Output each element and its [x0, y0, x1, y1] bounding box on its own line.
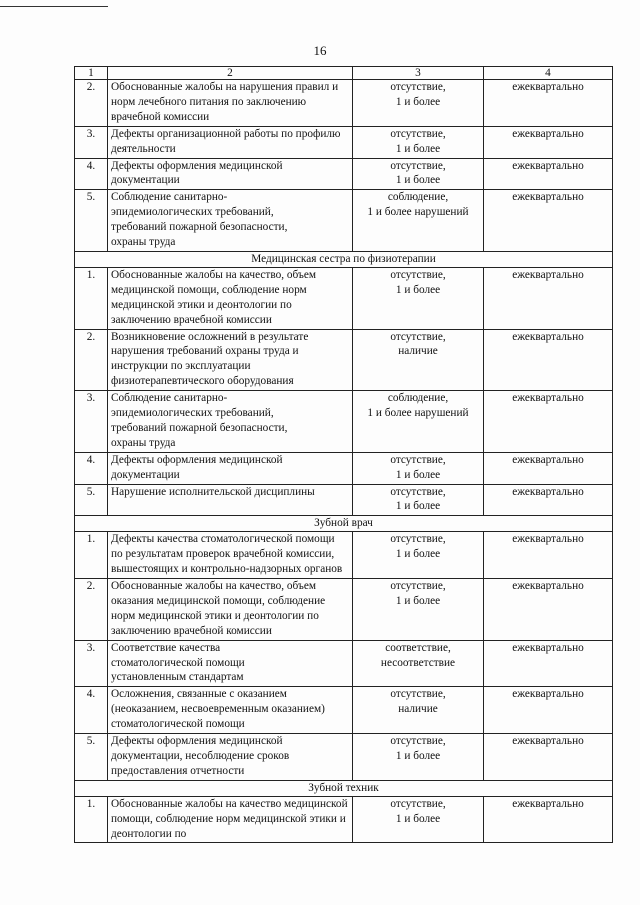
row-number: 2.	[75, 329, 108, 391]
criterion-value: отсутствие, 1 и более	[353, 267, 484, 329]
criterion-text: Дефекты оформления медицинской документации	[108, 158, 353, 190]
criterion-text: Соблюдение санитарно- эпидемиологических требований, требований пожарной безопасности, охраны труда	[108, 190, 353, 252]
table-row	[75, 329, 613, 391]
criterion-value: отсутствие, 1 и более	[353, 734, 484, 781]
assessment-period: ежеквартально	[484, 484, 613, 516]
row-number: 5.	[75, 484, 108, 516]
header-col-3: 3	[353, 67, 484, 80]
assessment-period: ежеквартально	[484, 640, 613, 687]
criterion-text: Дефекты качества стоматологической помощи по результатам проверок врачебной комиссии, вышестоящих и контрольно-надзорных органов	[108, 532, 353, 579]
criterion-value: соответствие, несоответствие	[353, 640, 484, 687]
table-row	[75, 579, 613, 641]
table-row	[75, 158, 613, 190]
criterion-value: отсутствие, 1 и более	[353, 532, 484, 579]
row-number: 1.	[75, 532, 108, 579]
criterion-text: Дефекты оформления медицинской документации	[108, 452, 353, 484]
row-number: 5.	[75, 190, 108, 252]
table-row	[75, 267, 613, 329]
criterion-value: отсутствие, наличие	[353, 687, 484, 734]
table-header-row	[75, 67, 613, 80]
row-number: 4.	[75, 452, 108, 484]
assessment-period: ежеквартально	[484, 126, 613, 158]
assessment-period: ежеквартально	[484, 329, 613, 391]
table-row	[75, 391, 613, 453]
assessment-period: ежеквартально	[484, 452, 613, 484]
assessment-period: ежеквартально	[484, 579, 613, 641]
section-heading-row	[75, 516, 613, 532]
criterion-value: соблюдение, 1 и более нарушений	[353, 391, 484, 453]
criterion-value: отсутствие, 1 и более	[353, 452, 484, 484]
criterion-value: отсутствие, наличие	[353, 329, 484, 391]
assessment-period: ежеквартально	[484, 190, 613, 252]
header-col-1: 1	[75, 67, 108, 80]
row-number: 3.	[75, 391, 108, 453]
criterion-text: Возникновение осложнений в результате нарушения требований охраны труда и инструкции по эксплуатации физиотерапевтического оборудования	[108, 329, 353, 391]
row-number: 4.	[75, 158, 108, 190]
row-number: 2.	[75, 579, 108, 641]
table-row	[75, 532, 613, 579]
table-row	[75, 734, 613, 781]
criterion-text: Соответствие качества стоматологической помощи установленным стандартам	[108, 640, 353, 687]
table-row	[75, 126, 613, 158]
criterion-value: отсутствие, 1 и более	[353, 158, 484, 190]
header-col-4: 4	[484, 67, 613, 80]
criterion-text: Соблюдение санитарно- эпидемиологических требований, требований пожарной безопасности, охраны труда	[108, 391, 353, 453]
criterion-text: Осложнения, связанные с оказанием (неоказанием, несвоевременным оказанием) стоматологической помощи	[108, 687, 353, 734]
assessment-period: ежеквартально	[484, 158, 613, 190]
section-heading: Медицинская сестра по физиотерапии	[75, 251, 613, 267]
header-col-2: 2	[108, 67, 353, 80]
assessment-period: ежеквартально	[484, 267, 613, 329]
table-row	[75, 796, 613, 843]
section-heading-row	[75, 780, 613, 796]
criterion-value: отсутствие, 1 и более	[353, 484, 484, 516]
assessment-period: ежеквартально	[484, 734, 613, 781]
row-number: 1.	[75, 267, 108, 329]
criterion-text: Обоснованные жалобы на качество медицинской помощи, соблюдение норм медицинской этики и деонтологии по	[108, 796, 353, 843]
assessment-period: ежеквартально	[484, 687, 613, 734]
row-number: 1.	[75, 796, 108, 843]
table-row	[75, 452, 613, 484]
criterion-text: Обоснованные жалобы на качество, объем оказания медицинской помощи, соблюдение норм медицинской этики и деонтологии по заключению врачебной комиссии	[108, 579, 353, 641]
criterion-text: Обоснованные жалобы на нарушения правил и норм лечебного питания по заключению врачебной комиссии	[108, 80, 353, 127]
row-number: 3.	[75, 640, 108, 687]
table-row	[75, 80, 613, 127]
assessment-period: ежеквартально	[484, 391, 613, 453]
table-row	[75, 687, 613, 734]
row-number: 5.	[75, 734, 108, 781]
criterion-value: отсутствие, 1 и более	[353, 80, 484, 127]
section-heading: Зубной врач	[75, 516, 613, 532]
criterion-value: отсутствие, 1 и более	[353, 579, 484, 641]
criterion-text: Нарушение исполнительской дисциплины	[108, 484, 353, 516]
assessment-period: ежеквартально	[484, 532, 613, 579]
row-number: 4.	[75, 687, 108, 734]
criterion-value: отсутствие, 1 и более	[353, 126, 484, 158]
section-heading-row	[75, 251, 613, 267]
table-body	[75, 67, 613, 843]
criterion-text: Дефекты оформления медицинской документации, несоблюдение сроков предоставления отчетности	[108, 734, 353, 781]
table-row	[75, 190, 613, 252]
table-row	[75, 640, 613, 687]
criteria-table	[74, 66, 613, 843]
criterion-text: Обоснованные жалобы на качество, объем медицинской помощи, соблюдение норм медицинской этики и деонтологии по заключению врачебной комиссии	[108, 267, 353, 329]
criterion-value: соблюдение, 1 и более нарушений	[353, 190, 484, 252]
criterion-text: Дефекты организационной работы по профилю деятельности	[108, 126, 353, 158]
page-number: 16	[313, 43, 327, 58]
section-heading: Зубной техник	[75, 780, 613, 796]
assessment-period: ежеквартально	[484, 796, 613, 843]
criterion-value: отсутствие, 1 и более	[353, 796, 484, 843]
assessment-period: ежеквартально	[484, 80, 613, 127]
row-number: 3.	[75, 126, 108, 158]
row-number: 2.	[75, 80, 108, 127]
corner-rule	[0, 6, 108, 7]
table-row	[75, 484, 613, 516]
